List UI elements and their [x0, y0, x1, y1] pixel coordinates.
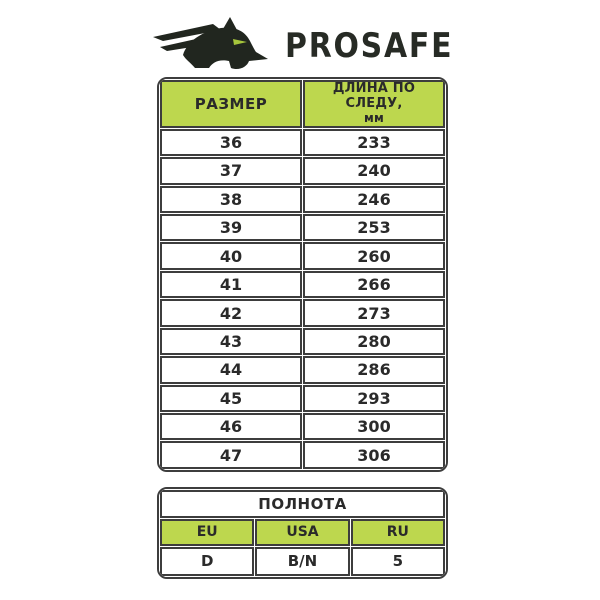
- length-cell: 246: [303, 186, 445, 213]
- fullness-header-row: [160, 519, 445, 546]
- size-table-row: [160, 271, 445, 298]
- size-column-header: РАЗМЕР: [160, 80, 302, 128]
- size-cell: 46: [160, 413, 302, 440]
- length-cell: 293: [303, 385, 445, 412]
- fullness-value-0: D: [160, 547, 254, 576]
- brand-header: [153, 14, 454, 72]
- length-cell: 253: [303, 214, 445, 241]
- length-header-line1: ДЛИНА ПО СЛЕДУ,: [332, 81, 416, 111]
- size-table-row: [160, 214, 445, 241]
- size-cell: 44: [160, 356, 302, 383]
- size-table-row: [160, 129, 445, 156]
- fullness-value-2: 5: [351, 547, 445, 576]
- fullness-value-1: B/N: [255, 547, 349, 576]
- length-cell: 260: [303, 242, 445, 269]
- fullness-value-row: [160, 547, 445, 576]
- fullness-table: [157, 487, 448, 579]
- fullness-header-2: RU: [351, 519, 445, 546]
- size-table-row: [160, 186, 445, 213]
- rhino-icon: [153, 15, 271, 71]
- fullness-title-row: [160, 490, 445, 518]
- size-cell: 37: [160, 157, 302, 184]
- size-cell: 39: [160, 214, 302, 241]
- length-cell: 233: [303, 129, 445, 156]
- fullness-title: ПОЛНОТА: [160, 490, 445, 518]
- fullness-header-1: USA: [255, 519, 349, 546]
- size-table-row: [160, 441, 445, 469]
- length-cell: 300: [303, 413, 445, 440]
- size-cell: 42: [160, 299, 302, 326]
- length-cell: 286: [303, 356, 445, 383]
- size-table-row: [160, 328, 445, 355]
- size-table-row: [160, 157, 445, 184]
- size-table-row: [160, 242, 445, 269]
- length-cell: 306: [303, 441, 445, 469]
- size-cell: 36: [160, 129, 302, 156]
- length-cell: 273: [303, 299, 445, 326]
- size-cell: 40: [160, 242, 302, 269]
- length-cell: 280: [303, 328, 445, 355]
- length-column-header: [303, 80, 445, 128]
- size-cell: 38: [160, 186, 302, 213]
- size-table-body: [160, 129, 445, 469]
- size-cell: 41: [160, 271, 302, 298]
- size-cell: 45: [160, 385, 302, 412]
- length-header-line2: мм: [363, 110, 385, 125]
- size-table-row: [160, 356, 445, 383]
- size-table-row: [160, 413, 445, 440]
- size-table-row: [160, 299, 445, 326]
- fullness-header-0: EU: [160, 519, 254, 546]
- size-cell: 47: [160, 441, 302, 469]
- length-cell: 266: [303, 271, 445, 298]
- size-table-header-row: [160, 80, 445, 128]
- length-cell: 240: [303, 157, 445, 184]
- brand-wordmark: PROSAFE: [285, 26, 454, 66]
- size-cell: 43: [160, 328, 302, 355]
- size-table-row: [160, 385, 445, 412]
- size-table: [157, 77, 448, 472]
